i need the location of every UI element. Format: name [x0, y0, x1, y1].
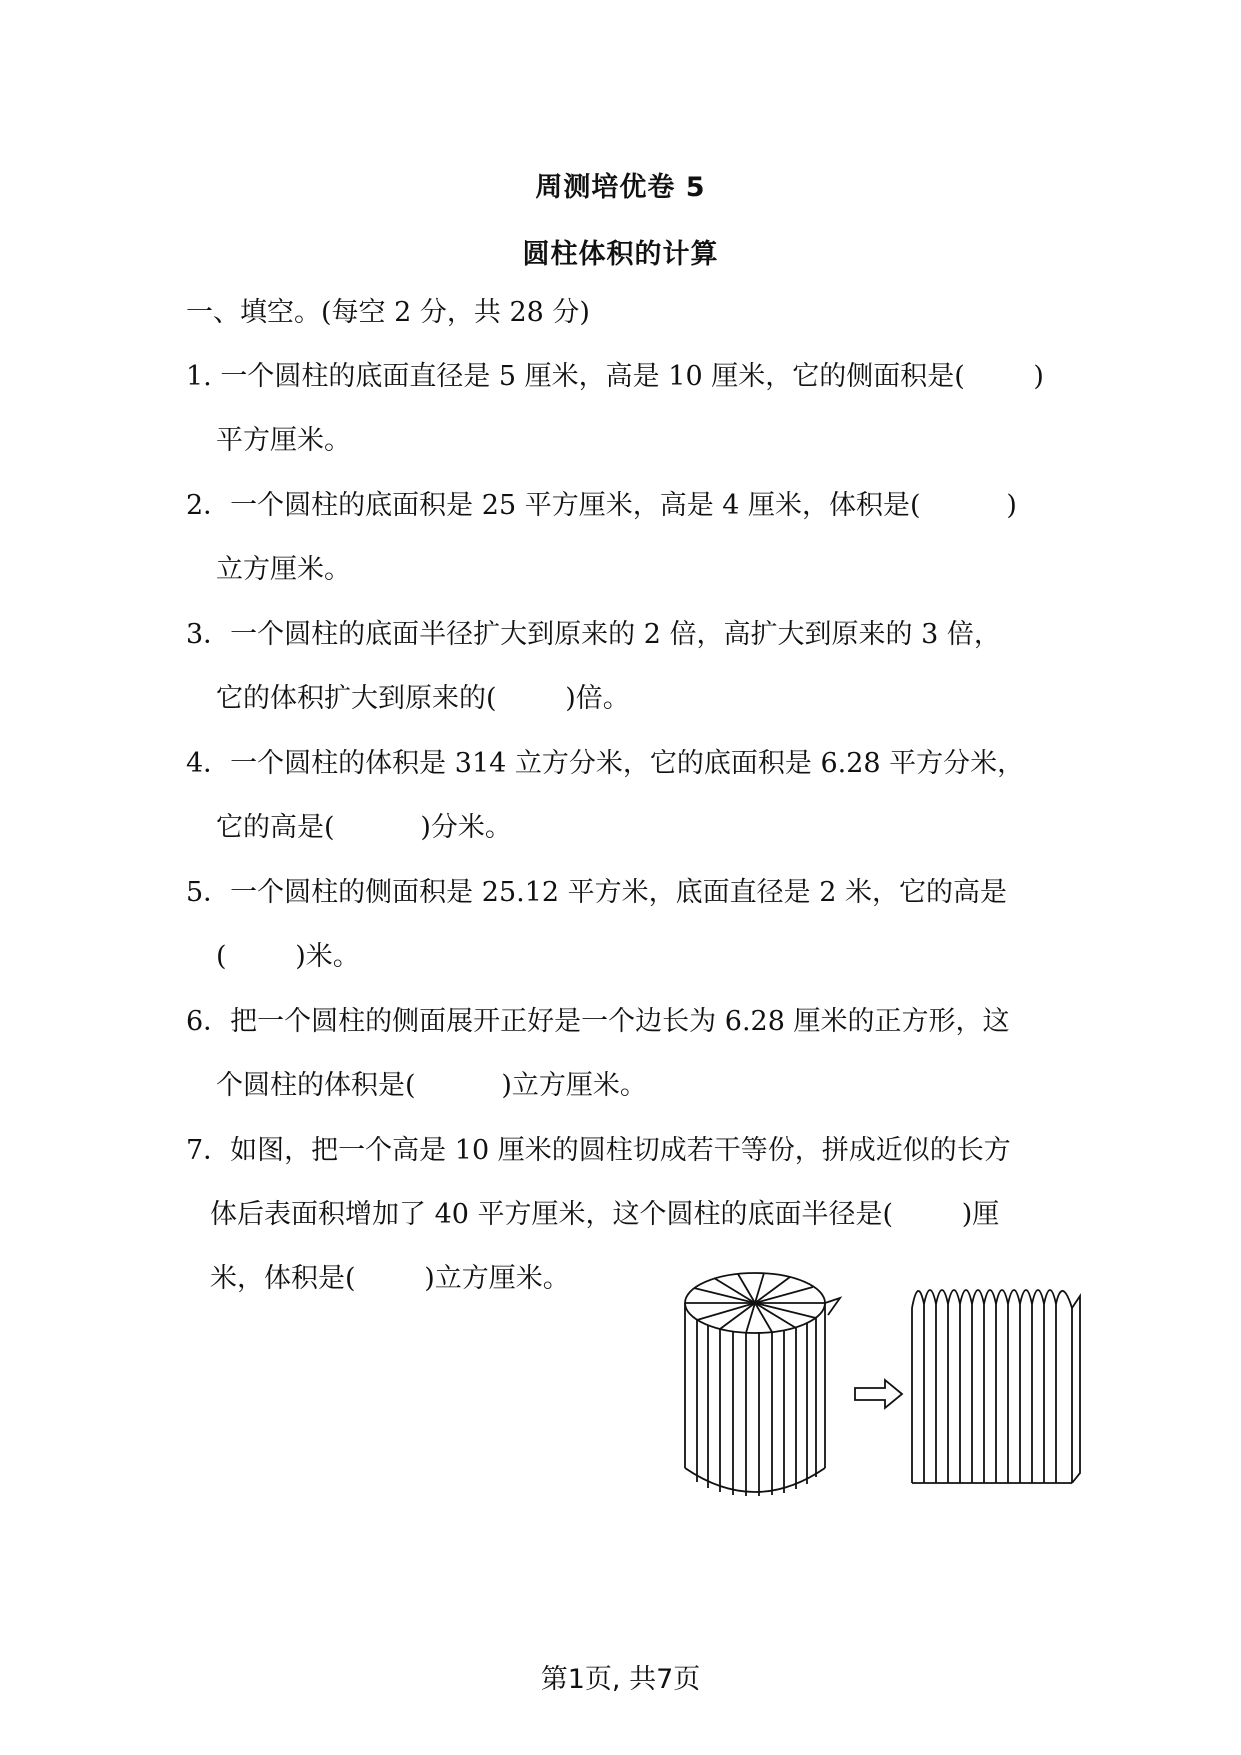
- question-4-line-1: 4．一个圆柱的体积是 314 立方分米，它的底面积是 6.28 平方分米，: [186, 748, 1025, 779]
- question-7-line-1: 7．如图，把一个高是 10 厘米的圆柱切成若干等份，拼成近似的长方: [186, 1135, 1011, 1166]
- page-footer: 第1页, 共7页: [540, 1664, 701, 1695]
- question-3-line-1: 3．一个圆柱的底面半径扩大到原来的 2 倍，高扩大到原来的 3 倍，: [186, 619, 1001, 650]
- cylinder-to-cuboid-figure: [680, 1268, 1100, 1512]
- question-2-line-2: 立方厘米。: [216, 554, 351, 585]
- figure-svg: [680, 1268, 1100, 1508]
- question-7-line-3: 米，体积是( )立方厘米。: [210, 1263, 570, 1294]
- page-title: 周测培优卷 5: [535, 172, 706, 203]
- approximate-cuboid: [912, 1290, 1080, 1483]
- question-5-line-1: 5．一个圆柱的侧面积是 25.12 平方米，底面直径是 2 米，它的高是: [186, 877, 1007, 908]
- sliced-cylinder: [685, 1273, 840, 1496]
- question-6-line-1: 6．把一个圆柱的侧面展开正好是一个边长为 6.28 厘米的正方形，这: [186, 1006, 1010, 1037]
- page-subtitle: 圆柱体积的计算: [522, 239, 719, 270]
- question-1-line-1: 1. 一个圆柱的底面直径是 5 厘米，高是 10 厘米，它的侧面积是( ): [186, 361, 1044, 392]
- question-1-line-2: 平方厘米。: [216, 425, 351, 456]
- question-7-line-2: 体后表面积增加了 40 平方厘米，这个圆柱的底面半径是( )厘: [210, 1199, 1000, 1230]
- question-6-line-2: 个圆柱的体积是( )立方厘米。: [216, 1070, 647, 1101]
- question-5-line-2: ( )米。: [216, 941, 360, 972]
- question-4-line-2: 它的高是( )分米。: [216, 812, 512, 843]
- right-arrow-icon: [855, 1380, 902, 1408]
- section-heading: 一、填空。(每空 2 分，共 28 分): [186, 297, 590, 328]
- question-2-line-1: 2．一个圆柱的底面积是 25 平方厘米，高是 4 厘米，体积是( ): [186, 490, 1017, 521]
- question-3-line-2: 它的体积扩大到原来的( )倍。: [216, 683, 630, 714]
